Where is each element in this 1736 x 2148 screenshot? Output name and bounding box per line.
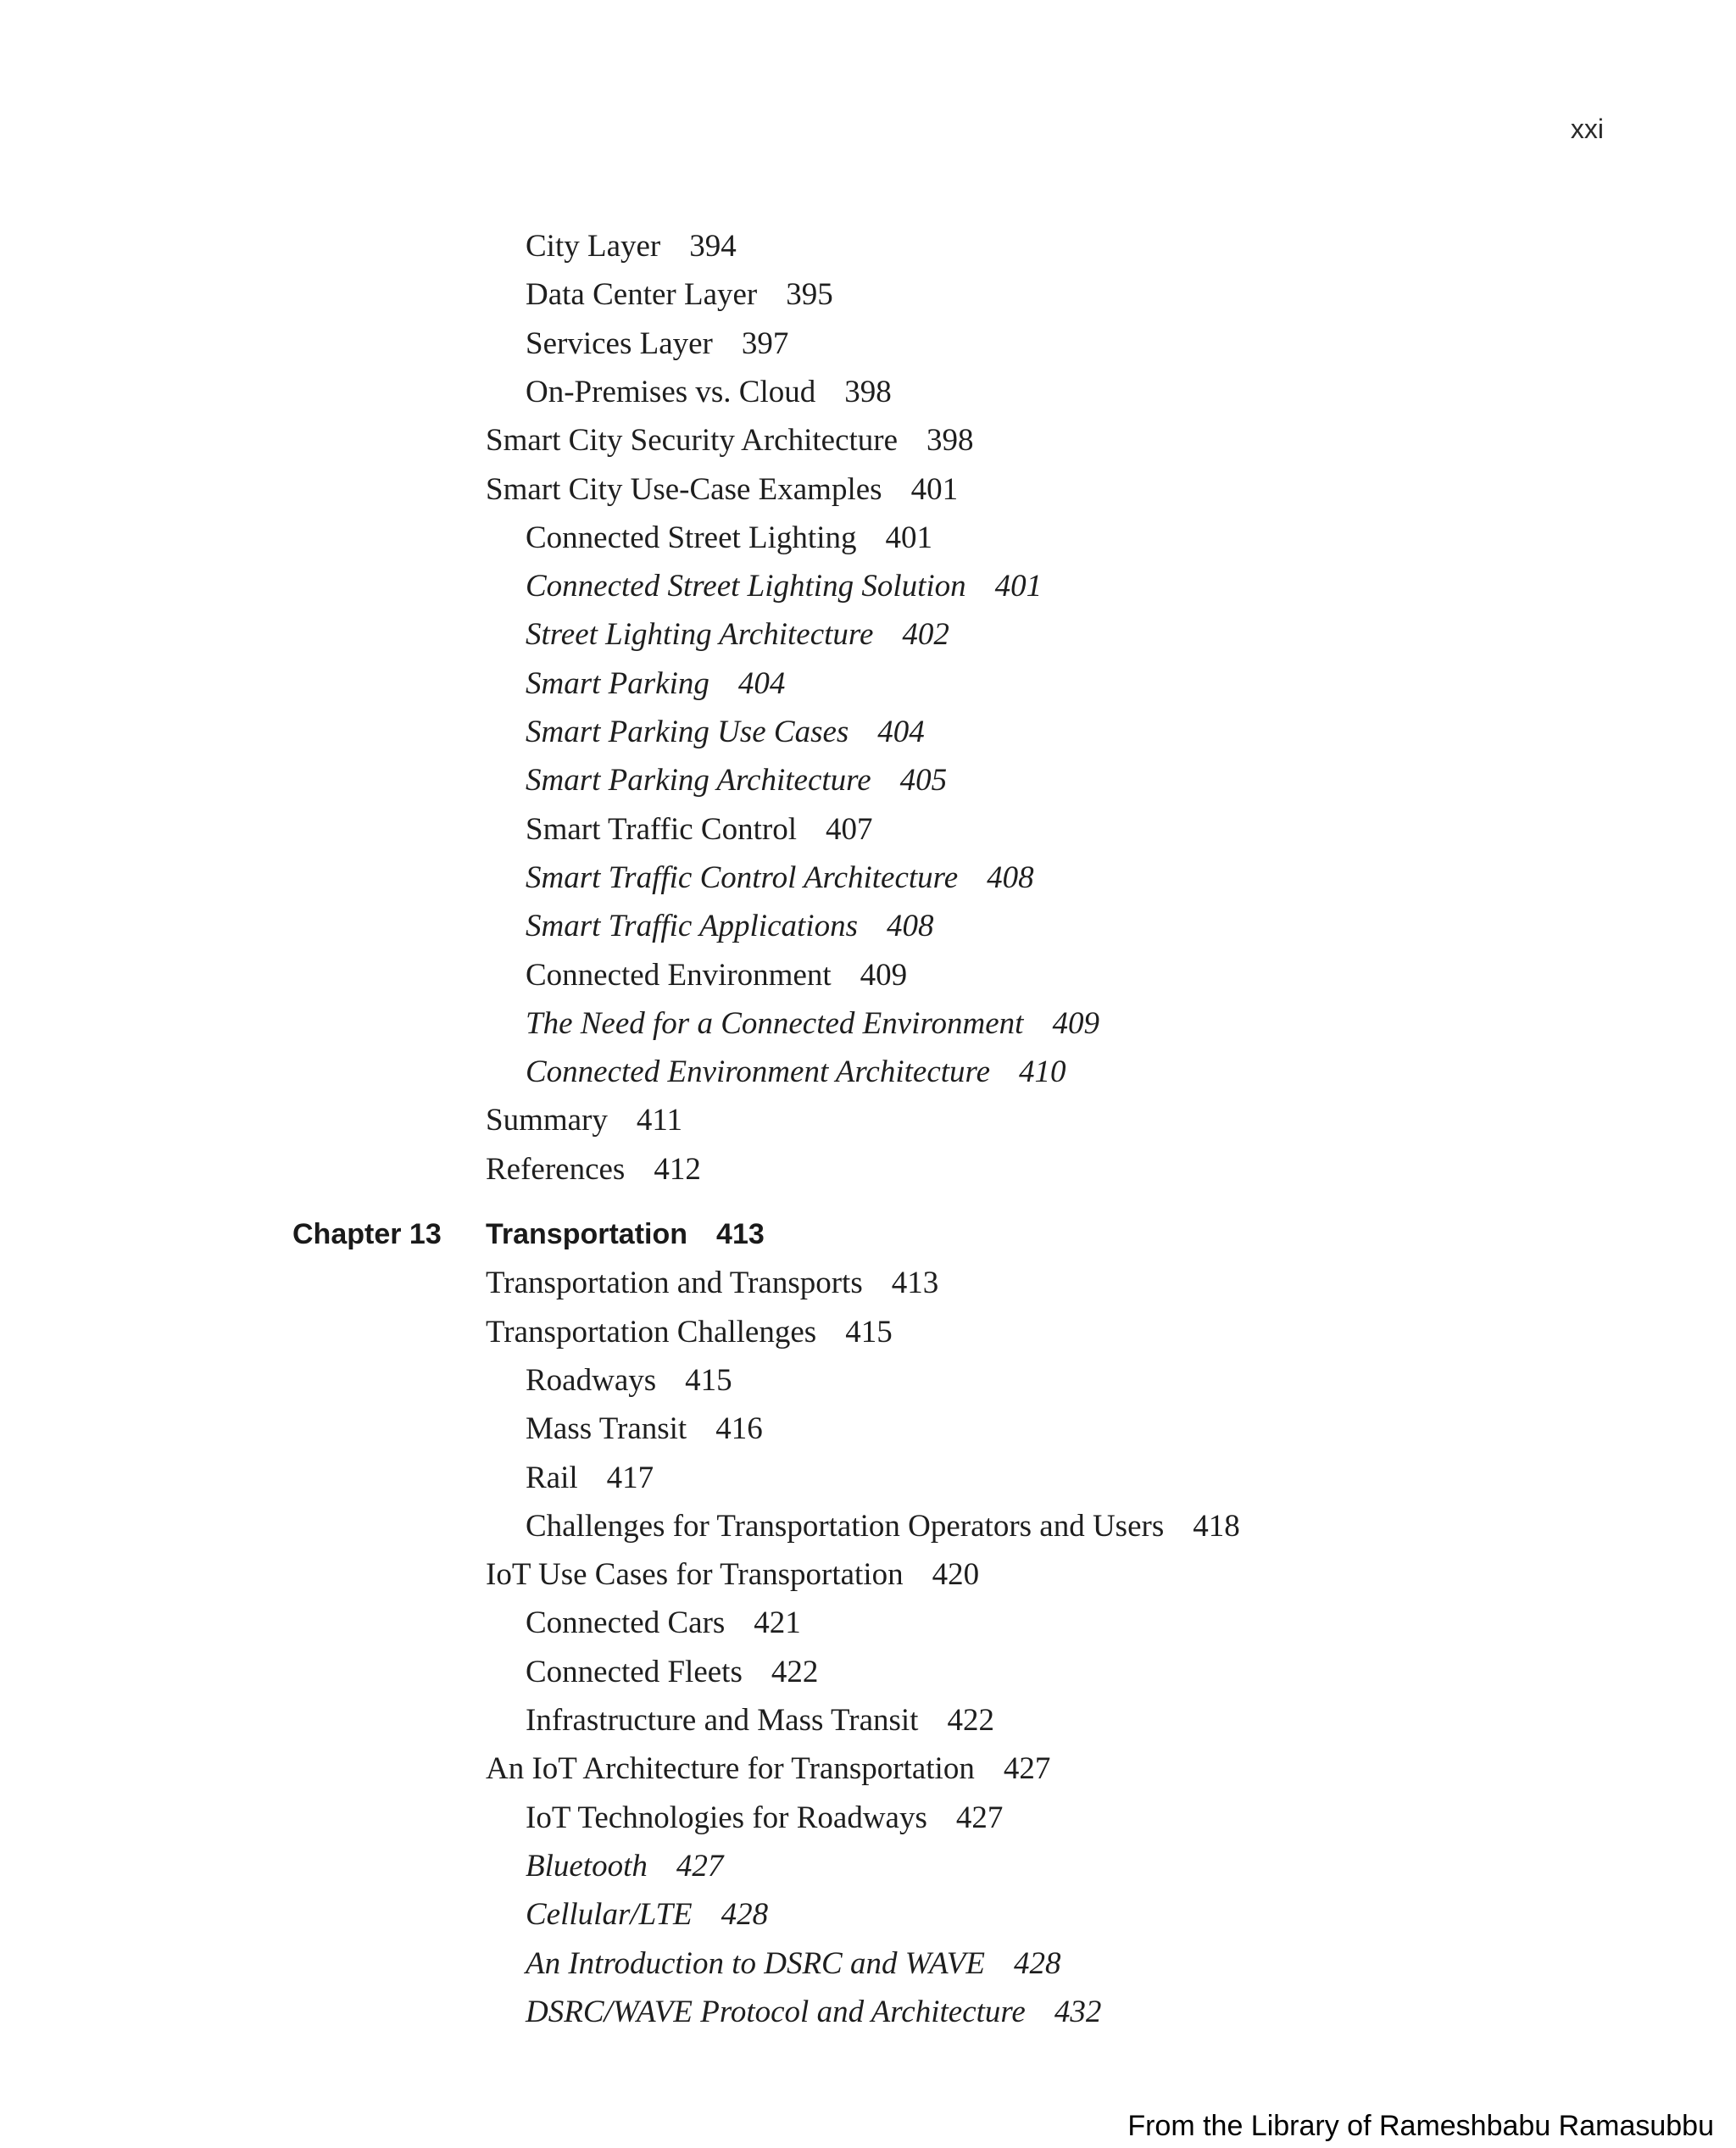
toc-entry[interactable]	[486, 1745, 1050, 1793]
toc-entry[interactable]	[526, 368, 892, 416]
toc-entry-page: 404	[877, 715, 925, 749]
toc-entry-page: 422	[947, 1703, 994, 1738]
toc-entry-page: 416	[715, 1411, 763, 1447]
toc-entry[interactable]	[526, 222, 737, 270]
toc-entry-title: Challenges for Transportation Operators and Users	[526, 1508, 1165, 1544]
toc-entry[interactable]	[526, 708, 925, 756]
library-footer: From the Library of Rameshbabu Ramasubbu	[1127, 2110, 1714, 2142]
toc-entry-title: References	[486, 1151, 626, 1187]
toc-entry[interactable]	[526, 999, 1099, 1048]
toc-entry-page: 412	[654, 1151, 701, 1187]
toc-entry-page: 417	[606, 1460, 654, 1495]
toc-entry-page: 394	[689, 229, 737, 264]
toc-entry-page: 411	[636, 1103, 683, 1138]
toc-entry-title: Connected Street Lighting Solution	[526, 569, 966, 604]
toc-entry-title: On-Premises vs. Cloud	[526, 374, 816, 409]
toc-entry-page: 395	[786, 277, 833, 313]
toc-entry[interactable]	[526, 902, 933, 950]
toc-entry-title: City Layer	[526, 229, 661, 264]
toc-entry-page: 402	[902, 617, 949, 653]
toc-entry-title: Services Layer	[526, 326, 713, 361]
toc-entry-page: 422	[771, 1654, 819, 1689]
toc-entry-page: 398	[926, 423, 974, 459]
toc-entry-title: Smart Parking Use Cases	[526, 715, 849, 749]
toc-entry-page: 401	[994, 569, 1043, 604]
toc-entry-page: 409	[860, 957, 908, 993]
toc-entry-page: 427	[1003, 1751, 1051, 1787]
toc-entry[interactable]	[526, 1405, 763, 1453]
toc-entry-title: Smart Traffic Control Architecture	[526, 860, 959, 895]
toc-entry-page: 428	[721, 1897, 769, 1933]
toc-entry-title: IoT Technologies for Roadways	[526, 1800, 927, 1835]
toc-entry-title: Transportation Challenges	[486, 1314, 817, 1349]
toc-entry-title: Street Lighting Architecture	[526, 617, 874, 653]
toc-entry-page: 404	[737, 665, 786, 701]
toc-entry-page: 427	[676, 1848, 724, 1884]
toc-entry-page: 427	[955, 1800, 1004, 1835]
toc-entry[interactable]	[526, 320, 788, 368]
toc-entry-page: 401	[910, 471, 959, 507]
toc-entry-page: 420	[932, 1557, 980, 1593]
toc-entry[interactable]	[526, 1599, 801, 1647]
toc-entry[interactable]	[486, 1096, 682, 1144]
toc-entry-page: 401	[885, 520, 932, 555]
toc-entry-title: An Introduction to DSRC and WAVE	[526, 1945, 985, 1981]
toc-entry-title: Connected Environment	[526, 957, 832, 993]
toc-entry-title: Connected Cars	[526, 1605, 726, 1641]
toc-entry-title: The Need for a Connected Environment	[526, 1005, 1024, 1041]
toc-entry-page: 421	[754, 1605, 801, 1641]
toc-entry-title: Bluetooth	[526, 1848, 648, 1884]
toc-entry-page: 410	[1019, 1055, 1066, 1090]
toc-entry-page: 413	[891, 1266, 939, 1301]
toc-entry[interactable]	[486, 416, 974, 465]
toc-entry[interactable]	[486, 1259, 938, 1307]
toc-entry[interactable]	[526, 659, 785, 708]
toc-entry-page: 405	[899, 763, 948, 799]
toc-entry-title: Smart City Security Architecture	[486, 423, 899, 459]
toc-entry-title: An IoT Architecture for Transportation	[486, 1751, 975, 1787]
toc-entry[interactable]	[526, 1454, 654, 1502]
toc-entry-title: DSRC/WAVE Protocol and Architecture	[526, 1994, 1026, 2029]
toc-entry[interactable]	[486, 465, 958, 514]
toc-entry[interactable]	[526, 951, 907, 999]
toc-entry[interactable]	[526, 1794, 1003, 1842]
toc-entry[interactable]	[526, 1842, 723, 1890]
toc-entry[interactable]	[526, 756, 947, 804]
toc-entry[interactable]	[526, 270, 833, 319]
chapter-label: Chapter 13	[292, 1218, 442, 1250]
toc-entry[interactable]	[526, 1939, 1060, 1988]
toc-entry-page: 398	[844, 374, 892, 409]
toc-entry-title: Infrastructure and Mass Transit	[526, 1703, 919, 1738]
chapter-title-text: Transportation	[486, 1218, 688, 1250]
toc-entry-page: 428	[1013, 1945, 1061, 1981]
toc-entry[interactable]	[526, 610, 949, 659]
toc-entry-title: Smart City Use-Case Examples	[486, 471, 882, 507]
toc-entry-title: Roadways	[526, 1362, 657, 1398]
toc-entry-page: 397	[741, 326, 789, 361]
toc-entry[interactable]	[526, 1890, 768, 1939]
toc-entry[interactable]	[526, 854, 1034, 902]
toc-entry-title: Cellular/LTE	[526, 1897, 693, 1933]
toc-entry[interactable]	[486, 1308, 893, 1356]
toc-entry[interactable]	[526, 1988, 1101, 2036]
toc-entry-page: 415	[685, 1362, 732, 1398]
toc-entry[interactable]	[526, 1048, 1066, 1096]
toc-entry[interactable]	[526, 1502, 1240, 1550]
toc-entry[interactable]	[526, 805, 873, 854]
toc-entry-title: IoT Use Cases for Transportation	[486, 1557, 904, 1593]
toc-entry-title: Connected Fleets	[526, 1654, 743, 1689]
toc-entry[interactable]	[486, 1145, 701, 1194]
toc-entry-page: 408	[987, 860, 1034, 895]
toc-entry-page: 415	[845, 1314, 893, 1349]
toc-entry-page: 409	[1052, 1005, 1099, 1041]
toc-entry[interactable]	[486, 1550, 979, 1599]
page-number: xxi	[1570, 114, 1604, 144]
toc-entry-title: Connected Environment Architecture	[526, 1055, 990, 1090]
toc-entry[interactable]	[526, 562, 1042, 610]
toc-entry-page: 408	[886, 909, 934, 944]
toc-entry-title: Transportation and Transports	[486, 1266, 863, 1301]
chapter-title[interactable]	[486, 1210, 765, 1259]
chapter-page-number: 413	[716, 1218, 765, 1250]
toc-entry-page: 418	[1193, 1508, 1240, 1544]
toc-entry-title: Rail	[526, 1460, 578, 1495]
toc-entry-page: 432	[1054, 1994, 1102, 2029]
toc-entry[interactable]	[526, 1696, 994, 1745]
toc-entry-page: 407	[826, 811, 873, 847]
toc-entry-title: Smart Traffic Control	[526, 811, 797, 847]
toc-entry-title: Connected Street Lighting	[526, 520, 857, 555]
toc-entry-title: Data Center Layer	[526, 277, 758, 313]
toc-entry[interactable]	[526, 514, 932, 562]
toc-entry[interactable]	[526, 1356, 732, 1405]
toc-entry[interactable]	[526, 1648, 818, 1696]
toc-entry-title: Summary	[486, 1103, 608, 1138]
toc-entry-title: Smart Traffic Applications	[526, 909, 858, 944]
toc-entry-title: Mass Transit	[526, 1411, 687, 1447]
toc-entry-title: Smart Parking Architecture	[526, 763, 871, 799]
toc-entry-title: Smart Parking	[526, 665, 709, 701]
